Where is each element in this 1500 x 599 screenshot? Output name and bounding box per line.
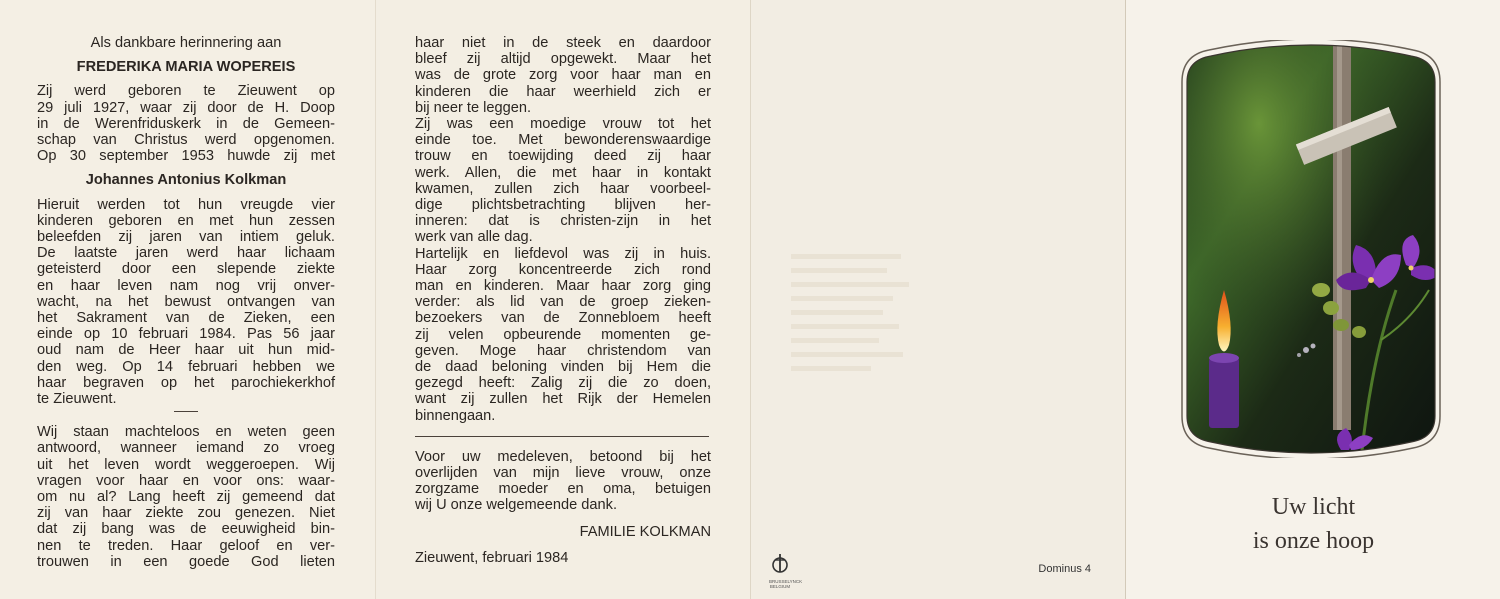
publisher-logo — [769, 552, 803, 589]
text-line: geven. Moge haar christendom van — [415, 342, 711, 359]
text-line: vragen voor haar en voor ons: waar- — [37, 472, 335, 489]
text-line: einde op 10 februari 1984. Pas 56 jaar — [37, 326, 335, 343]
birth-paragraph — [37, 83, 335, 164]
reflection-paragraph — [37, 424, 335, 570]
spouse-name: Johannes Antonius Kolkman — [85, 172, 287, 189]
text-line: dige plichtsbetrachting blijven her- — [415, 197, 711, 214]
intro-line: Als dankbare herinnering aan — [90, 35, 282, 51]
thanks-paragraph — [415, 449, 711, 514]
courage-paragraph — [415, 116, 711, 246]
text-line: dat zij bang was de eeuwigheid bin- — [37, 521, 335, 538]
card-panel-front — [1125, 0, 1500, 599]
card-panel-back — [750, 0, 1125, 599]
text-line: kwamen, zullen zich haar voorbeel- — [415, 180, 711, 197]
place-date: Zieuwent, februari 1984 — [415, 549, 569, 566]
text-line: nen te treden. Haar geloof en ver- — [37, 537, 335, 554]
text-line: zij van haar ziekte zou genezen. Niet — [37, 505, 335, 522]
text-line: wij U onze welgemeende dank. — [415, 497, 617, 514]
show-through-text — [791, 245, 911, 380]
card-panel-middle — [375, 0, 750, 599]
text-line: schap van Christus werd opgenomen. — [37, 132, 335, 149]
text-line: antwoord, wanneer iemand zo vroeg — [37, 440, 335, 457]
purple-candle-icon — [1209, 358, 1239, 428]
text-line: Op 30 september 1953 huwde zij met — [37, 148, 335, 165]
text-line: Hartelijk en liefdevol was zij in huis. — [415, 245, 711, 262]
text-line: de daad beloning vinden bij Hem die — [415, 359, 711, 376]
text-line: 29 juli 1927, waar zij door de H. Doop — [37, 99, 335, 116]
publisher-caption: BRUSSELYNCK BELGIUM — [769, 579, 803, 589]
text-line: binnengaan. — [415, 407, 496, 424]
motto — [1126, 490, 1500, 558]
text-line: want zij zullen het Rijk der Hemelen — [415, 391, 711, 408]
text-line: wacht, na het bewust ontvangen van — [37, 293, 335, 310]
text-line: overlijden van mijn lieve vrouw, onze — [415, 465, 711, 482]
text-line: in de Werenfriduskerk in de Gemeen- — [37, 115, 335, 132]
text-line: kinderen geboren en met hun zessen — [37, 212, 335, 229]
text-line: was de grote zorg voor haar man en — [415, 67, 711, 84]
life-paragraph — [37, 197, 335, 408]
text-line: man en kinderen. Maar haar zorg ging — [415, 278, 711, 295]
text-line: De laatste jaren werd haar lichaam — [37, 245, 335, 262]
text-line: trouwen in een goede God lieten — [37, 553, 335, 570]
home-paragraph — [415, 246, 711, 424]
text-line: verder: als lid van de groep zieken- — [415, 294, 711, 311]
text-line: uit het leven wordt weggeroepen. Wij — [37, 456, 335, 473]
text-line: Zij was een moedige vrouw tot het — [415, 116, 711, 133]
text-line: het Sakrament van de Zieken, een — [37, 310, 335, 327]
text-line: beleefden zij jaren van intiem geluk. — [37, 229, 335, 246]
memorial-photo — [1181, 40, 1441, 458]
faith-paragraph — [415, 35, 711, 116]
motto-line-1: Uw licht — [1271, 494, 1356, 520]
text-line: Hieruit werden tot hun vreugde vier — [37, 196, 335, 213]
text-line: Wij staan machteloos en weten geen — [37, 424, 335, 441]
short-divider — [174, 411, 198, 412]
text-line: einde toe. Met bewonderenswaardige — [415, 132, 711, 149]
text-line: oud nam de Heer haar uit hun mid- — [37, 342, 335, 359]
text-line: zorgzame moeder en oma, betuigen — [415, 481, 711, 498]
text-line: zij velen opbeurende momenten ge- — [415, 326, 711, 343]
family-signature: FAMILIE KOLKMAN — [579, 523, 711, 540]
text-line: gezegd heeft: Zalig zij die zo doen, — [415, 375, 711, 392]
text-line: Haar zorg koncentreerde zich rond — [415, 261, 711, 278]
text-line: Voor uw medeleven, betoond bij het — [415, 448, 711, 465]
text-line: werk van alle dag. — [415, 229, 533, 246]
series-label: Dominus 4 — [1038, 563, 1091, 575]
text-line: den weg. Op 14 februari hebben we — [37, 358, 335, 375]
text-line: om nu al? Lang heeft zij gemeend dat — [37, 489, 335, 506]
text-line: bleef zij altijd opgewekt. Maar het — [415, 51, 711, 68]
text-line: trouw en toewijding deed zij haar — [415, 148, 711, 165]
left-column — [37, 35, 335, 570]
text-line: bij neer te leggen. — [415, 99, 532, 116]
middle-column — [415, 35, 711, 566]
text-line: te Zieuwent. — [37, 391, 117, 408]
text-line: haar begraven op het parochiekerkhof — [37, 374, 335, 391]
text-line: werk. Allen, die met haar in kontakt — [415, 164, 711, 181]
deceased-name: FREDERIKA MARIA WOPEREIS — [76, 59, 296, 76]
text-line: bezoekers van de Zonnebloem heeft — [415, 310, 711, 327]
text-line: haar niet in de steek en daardoor — [415, 35, 711, 51]
text-line: en haar leven nam nog vrij onver- — [37, 277, 335, 294]
text-line: kinderen die haar weerhield zich er — [415, 83, 711, 100]
text-line: inneren: dat is christen-zijn in het — [415, 213, 711, 230]
motto-line-2: is onze hoop — [1252, 528, 1375, 554]
text-line: Zij werd geboren te Zieuwent op — [37, 83, 335, 100]
card-panel-left — [0, 0, 375, 599]
publisher-mark-icon — [769, 552, 791, 574]
horizontal-rule — [415, 436, 709, 437]
text-line: geteisterd door een slepende ziekte — [37, 261, 335, 278]
